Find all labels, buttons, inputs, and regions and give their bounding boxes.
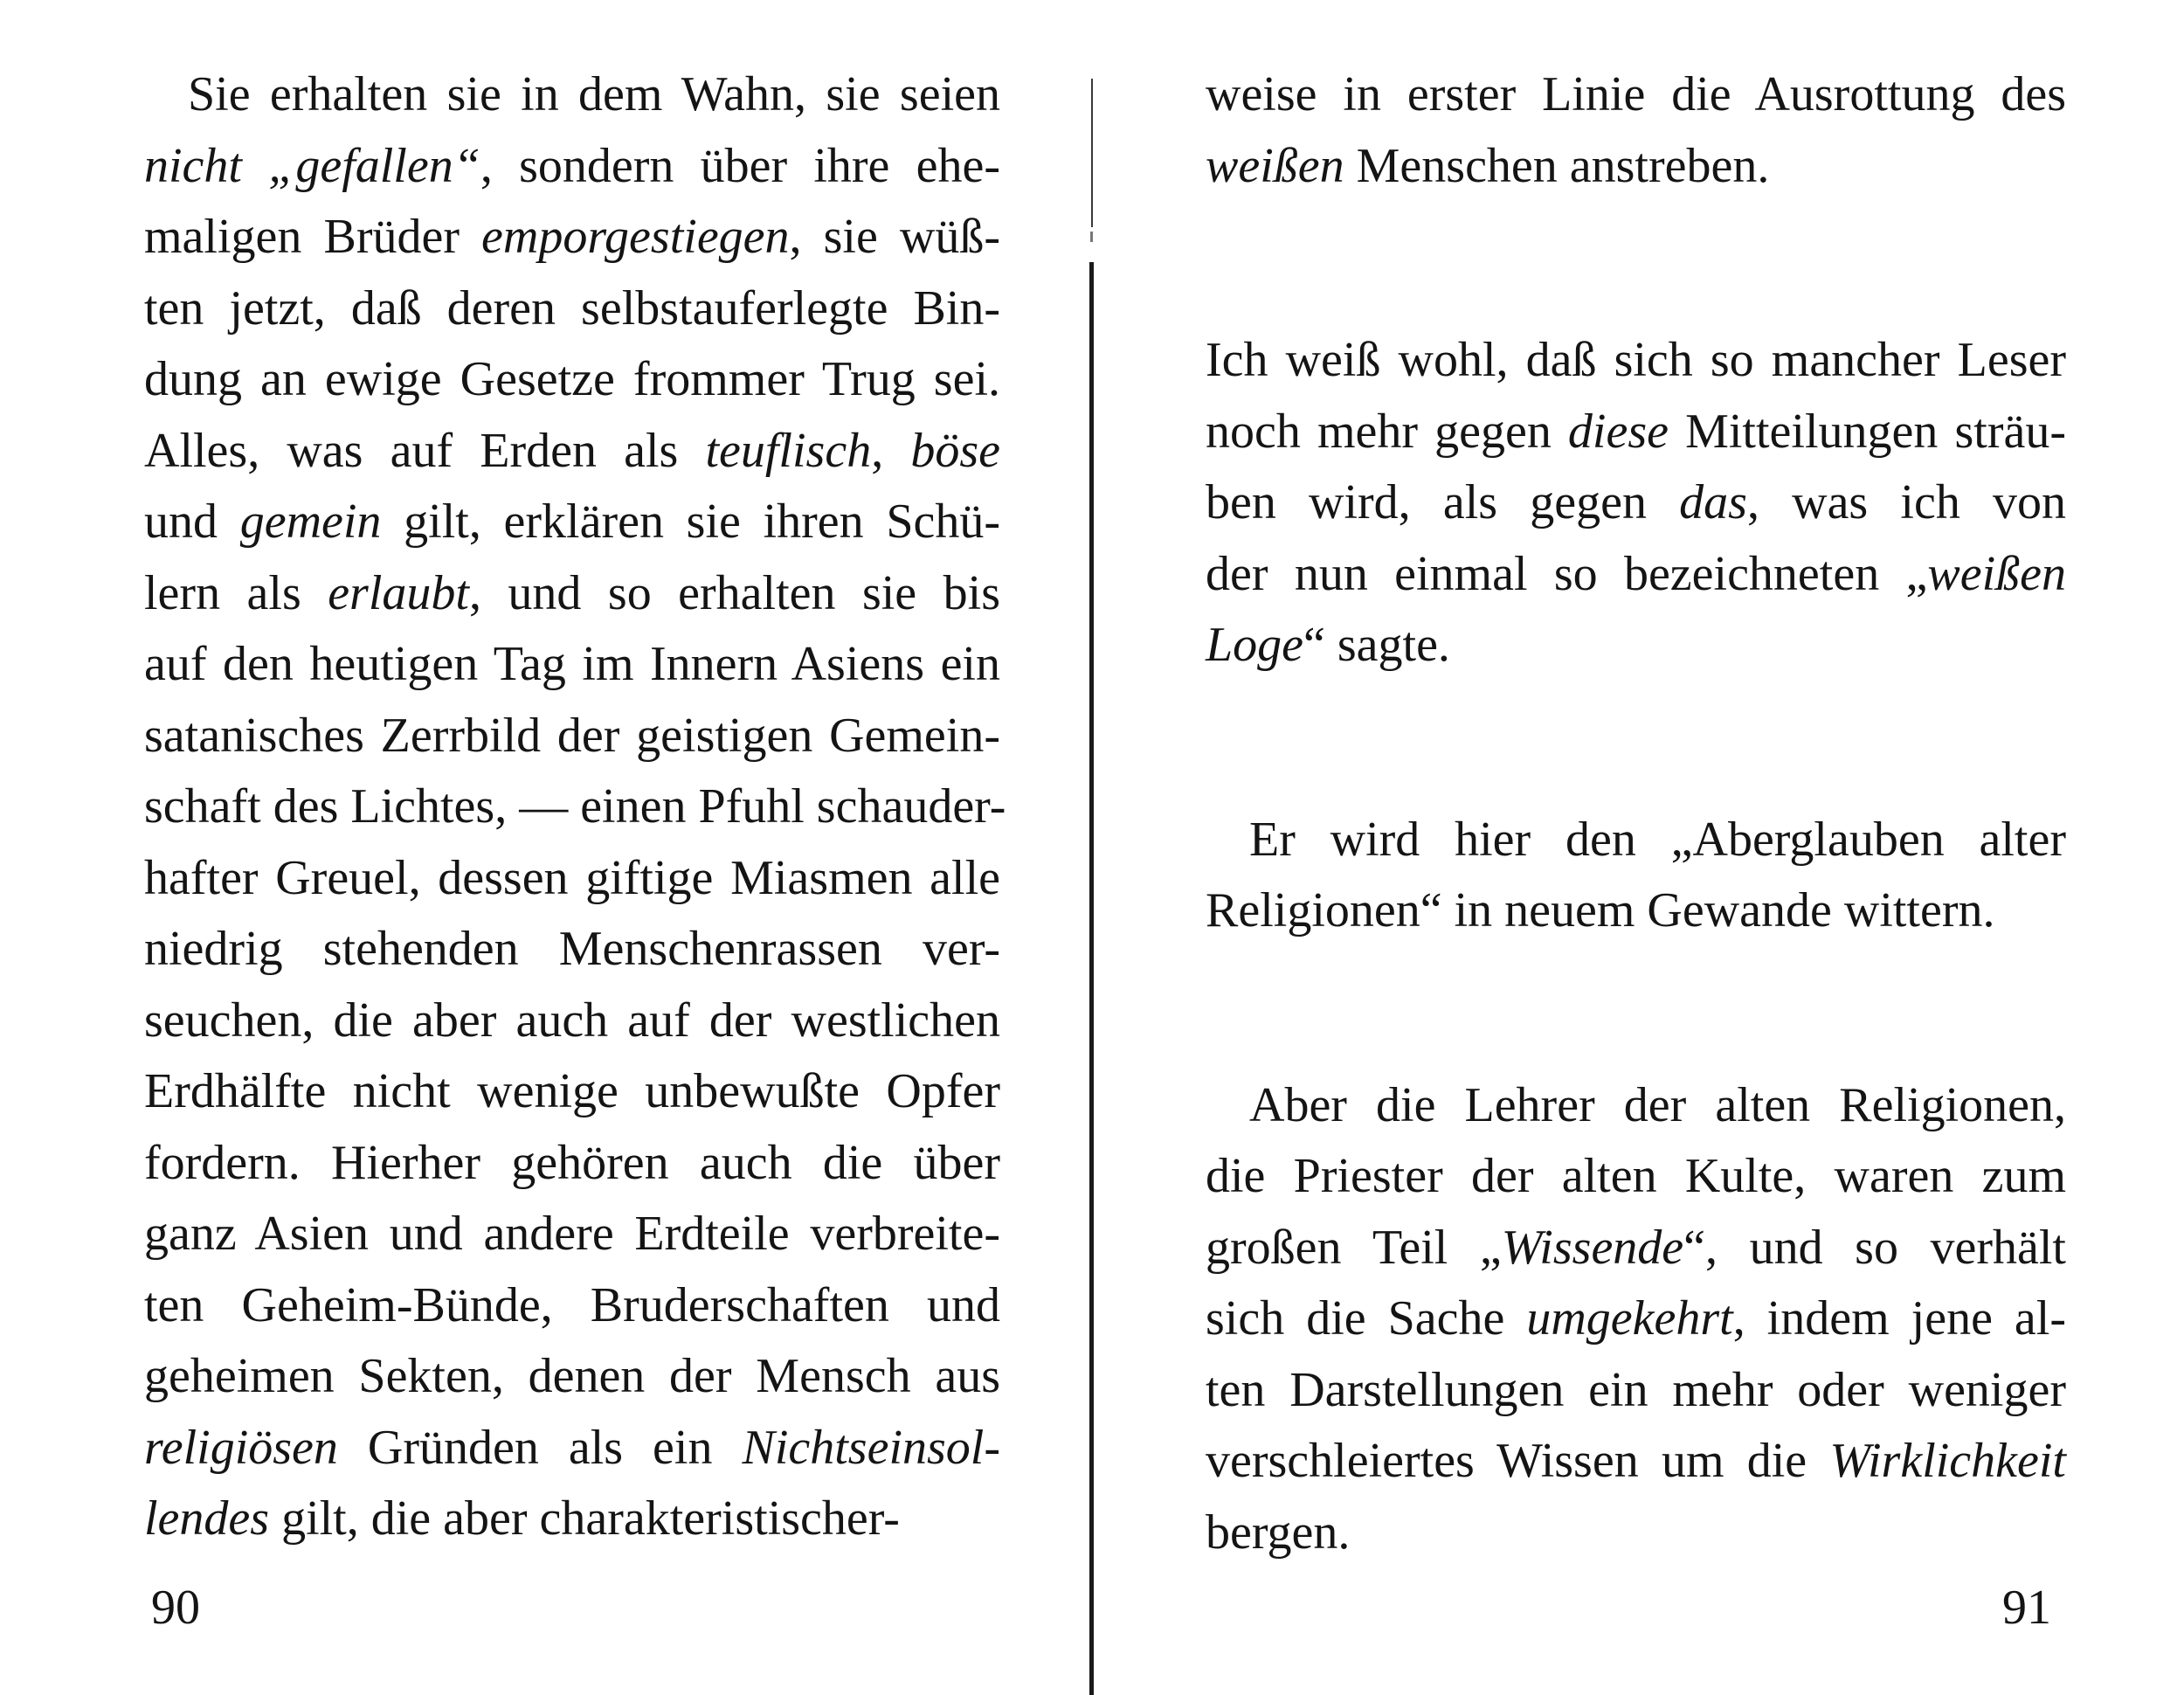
text-run: ben wird, als gegen <box>1206 475 1680 529</box>
emphasized-text: das <box>1679 475 1747 529</box>
text-run: weise in erster Linie die Ausrottung des <box>1206 67 2066 121</box>
text-line <box>1206 1426 2066 1498</box>
text-line <box>144 986 1000 1057</box>
text-run: , sondern über ihre ehe- <box>480 138 1000 193</box>
text-run: lern als <box>144 565 328 620</box>
emphasized-text: weißen <box>1206 138 1344 193</box>
text-run: dung an ewige Gesetze frommer Trug sei. <box>144 352 1000 406</box>
text-line <box>1206 397 2066 468</box>
emphasized-text: böse <box>910 423 1001 478</box>
right-page <box>1094 0 2184 1695</box>
emphasized-text: Wissende <box>1501 1220 1684 1275</box>
text-run: ten Darstellungen ein mehr oder weniger <box>1206 1362 2066 1417</box>
text-run: Alles, was auf Erden als <box>144 423 706 478</box>
text-run: , was ich von <box>1746 475 2066 529</box>
emphasized-text: teuflisch <box>705 423 872 478</box>
gutter-mark <box>1090 232 1093 242</box>
paragraph-gap <box>1206 947 2066 1070</box>
text-line <box>144 558 1000 630</box>
text-run: und <box>144 495 240 549</box>
paragraph-gap <box>1206 681 2066 805</box>
emphasized-text: emporgestiegen <box>481 210 790 264</box>
text-line <box>144 131 1000 203</box>
text-line <box>1206 467 2066 539</box>
text-run: geheimen Sekten, denen der Mensch aus <box>144 1349 1000 1403</box>
text-run: Erdhälfte nicht wenige unbewußte Opfer <box>144 1064 1000 1118</box>
paragraph <box>1206 59 2066 202</box>
emphasized-text: erlaubt <box>328 565 469 620</box>
paragraph-gap <box>1206 202 2066 325</box>
text-line <box>144 1270 1000 1342</box>
emphasized-text: religiösen <box>144 1420 338 1475</box>
text-run: auf den heutigen Tag im Innern Asiens ein <box>144 637 1000 691</box>
text-line <box>144 914 1000 986</box>
text-line <box>144 1199 1000 1270</box>
text-line <box>1206 1141 2066 1213</box>
text-run: Religionen“ in neuem Gewande wittern. <box>1206 883 1995 937</box>
emphasized-text: lendes <box>144 1491 270 1546</box>
text-line <box>1206 1070 2066 1142</box>
page-number-right: 91 <box>2002 1581 2051 1635</box>
text-run: ten Geheim-Bünde, Bruderschaften und <box>144 1277 1000 1332</box>
text-run: verschleiertes Wissen um die <box>1206 1434 1830 1488</box>
text-line <box>144 344 1000 416</box>
text-line <box>1206 805 2066 876</box>
text-line <box>1206 1498 2066 1569</box>
text-run: seuchen, die aber auch auf der westlichen <box>144 993 1000 1048</box>
text-run: satanisches Zerrbild der geistigen Gemein- <box>144 708 1000 763</box>
text-line <box>144 771 1006 843</box>
text-run: Menschen anstreben. <box>1344 138 1770 193</box>
text-run: schaft des Lichtes, — einen Pfuhl schauder- <box>144 779 1006 834</box>
text-run: Ich weiß wohl, daß sich so mancher Leser <box>1206 333 2066 387</box>
text-run: großen Teil „ <box>1206 1220 1502 1275</box>
text-run: die Priester der alten Kulte, waren zum <box>1206 1149 2066 1203</box>
page-number-left: 90 <box>151 1581 200 1635</box>
gutter-line-upper <box>1091 79 1093 227</box>
text-line <box>144 843 1000 915</box>
text-run: bergen. <box>1206 1505 1351 1560</box>
paragraph <box>1206 805 2066 947</box>
emphasized-text: weißen <box>1927 546 2066 601</box>
text-line <box>144 1128 1000 1200</box>
text-line <box>1206 1213 2066 1284</box>
left-page <box>0 0 1090 1695</box>
text-line <box>144 416 1000 488</box>
text-line <box>1206 539 2066 611</box>
text-run: “ sagte. <box>1303 618 1450 672</box>
text-line <box>1206 325 2066 397</box>
paragraph <box>1206 325 2066 681</box>
emphasized-text: Wirklichkeit <box>1829 1434 2066 1488</box>
text-line <box>1206 131 2066 203</box>
paragraph <box>1206 1070 2066 1569</box>
text-line <box>1206 610 2066 681</box>
text-run: maligen Brüder <box>144 210 482 264</box>
text-run: “, und so verhält <box>1683 1220 2066 1275</box>
text-line <box>144 1056 1000 1128</box>
text-line <box>144 1341 1000 1413</box>
text-line <box>144 701 1000 772</box>
text-line <box>144 629 1000 701</box>
text-run: gilt, erklären sie ihren Schü- <box>381 495 1001 549</box>
text-line <box>144 273 1000 345</box>
text-run: noch mehr gegen <box>1206 404 1568 459</box>
text-run: gilt, die aber charakteristischer- <box>269 1491 900 1546</box>
text-run: niedrig stehenden Menschenrassen ver- <box>144 922 1000 976</box>
text-run: Mitteilungen sträu- <box>1668 404 2066 459</box>
text-run: , <box>871 423 911 478</box>
text-run: sich die Sache <box>1206 1291 1527 1346</box>
text-line <box>1206 875 2066 947</box>
text-line <box>144 1413 1000 1484</box>
left-page-text <box>144 59 1006 1555</box>
emphasized-text: gemein <box>239 495 382 549</box>
text-run: Sie erhalten sie in dem Wahn, sie seien <box>188 67 1000 121</box>
text-line <box>1206 1355 2066 1427</box>
emphasized-text: diese <box>1567 404 1669 459</box>
text-run: der nun einmal so bezeichneten „ <box>1206 546 1928 601</box>
emphasized-text: Loge <box>1206 618 1303 672</box>
text-line <box>144 487 1000 558</box>
emphasized-text: nicht „gefallen“ <box>144 138 480 193</box>
right-page-text <box>1206 59 2066 1568</box>
text-run: fordern. Hierher gehören auch die über <box>144 1135 1000 1190</box>
text-line <box>144 1484 1000 1555</box>
text-line <box>144 202 1000 273</box>
text-run: ganz Asien und andere Erdteile verbreite- <box>144 1207 1000 1261</box>
text-run: Aber die Lehrer der alten Religionen, <box>1249 1077 2066 1132</box>
text-run: Gründen als ein <box>337 1420 743 1475</box>
text-run: , sie wüß- <box>789 210 1000 264</box>
text-run: Er wird hier den „Aberglauben alter <box>1249 812 2066 867</box>
text-run: hafter Greuel, dessen giftige Miasmen alle <box>144 850 1000 905</box>
text-run: ten jetzt, daß deren selbstauferlegte Bin- <box>144 280 1000 336</box>
emphasized-text: Nichtseinsol- <box>742 1420 1000 1475</box>
text-line <box>1206 1283 2066 1355</box>
emphasized-text: umgekehrt <box>1526 1291 1733 1346</box>
text-line <box>144 59 1000 131</box>
text-run: , und so erhalten sie bis <box>468 565 1000 620</box>
text-line <box>1206 59 2066 131</box>
text-run: , indem jene al- <box>1732 1291 2066 1346</box>
